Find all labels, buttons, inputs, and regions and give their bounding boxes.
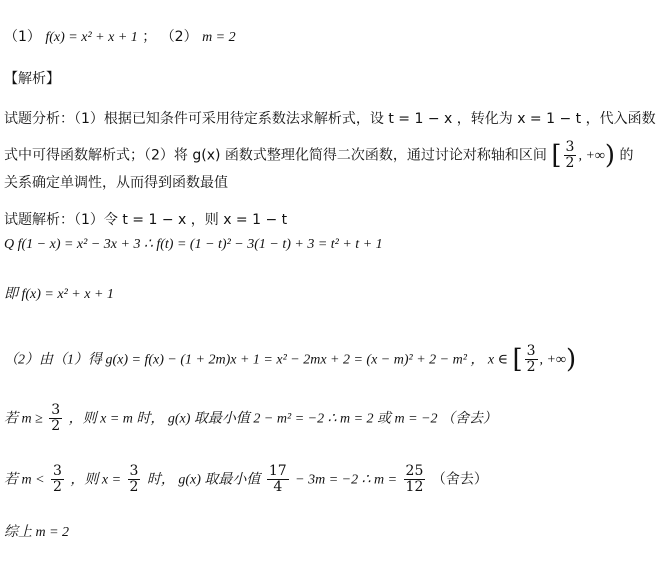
solution-line-3: 即 f(x) = x² + x + 1 [4, 287, 114, 302]
analysis-line-1: 试题分析：（1）根据已知条件可采用待定系数法求解析式，设 t = 1 − x ，转化为 x = 1 − t ，代入函数 [4, 111, 656, 127]
case-2-discard: （舍去） [431, 471, 488, 488]
solution-line-4 [4, 344, 576, 375]
section-title: 【解析】 [4, 71, 60, 87]
fraction: $\frac{3}{2}$ [526, 343, 536, 375]
answer-separator: ； [142, 29, 157, 45]
case-2-then: ，则 x = [70, 472, 122, 488]
fraction: $\frac{3}{2}$ [53, 463, 62, 495]
case-2-min-label: 时， g(x) 取最小值 [146, 472, 261, 488]
answer-part1-label: （1） [4, 29, 41, 45]
fraction: $\frac{17}{4}$ [268, 463, 287, 495]
answer-line [4, 28, 236, 47]
case-1-line [4, 403, 497, 434]
fraction: $\frac{3}{2}$ [51, 402, 61, 434]
analysis-line-2 [4, 140, 633, 171]
analysis-line-3: 关系确定单调性，从而得到函数最值 [4, 175, 228, 191]
case-2-equation: − 3m = −2 ∴ m = [295, 472, 398, 488]
interval-rest: , +∞ [539, 352, 566, 368]
left-bracket: [ [551, 140, 562, 171]
solution-line-1: 试题解析：（1）令 t = 1 − x ，则 x = 1 − t [4, 212, 288, 228]
solution-line-2: Q f(1 − x) = x² − 3x + 3 ∴ f(t) = (1 − t)² − 3(1 − t) + 3 = t² + t + 1 [4, 237, 383, 252]
interval-rest: , +∞ [578, 148, 605, 164]
analysis-line-2-text: 式中可得函数解析式；（2）将 g(x) 函数式整理化简得二次函数，通过讨论对称轴和区间 [4, 147, 547, 164]
answer-part2-label: （2） [160, 29, 198, 45]
case-2-line [4, 464, 488, 495]
right-paren: ) [565, 344, 577, 375]
fraction: $\frac{3}{2}$ [565, 139, 575, 171]
fraction: $\frac{3}{2}$ [129, 463, 139, 495]
fraction: $\frac{25}{12}$ [405, 463, 424, 495]
case-1-result: ，则 x = m 时， g(x) 取最小值 2 − m² = −2 ∴ m = 2 或 m = −2 （舍去） [68, 411, 498, 427]
analysis-line-2-end: 的 [619, 147, 634, 164]
right-paren: ) [604, 140, 616, 171]
answer-part2-expr: m = 2 [202, 30, 236, 45]
case-2-condition: 若 m < [4, 472, 45, 488]
conclusion: 综上 m = 2 [4, 525, 70, 540]
answer-part1-expr: f(x) = x² + x + 1 [45, 30, 138, 45]
left-bracket: [ [512, 344, 523, 375]
case-1-condition: 若 m ≥ [4, 411, 43, 427]
g-definition: （2）由（1）得 g(x) = f(x) − (1 + 2m)x + 1 = x² − 2mx + 2 = (x − m)² + 2 − m² ， x ∈ [4, 352, 508, 368]
